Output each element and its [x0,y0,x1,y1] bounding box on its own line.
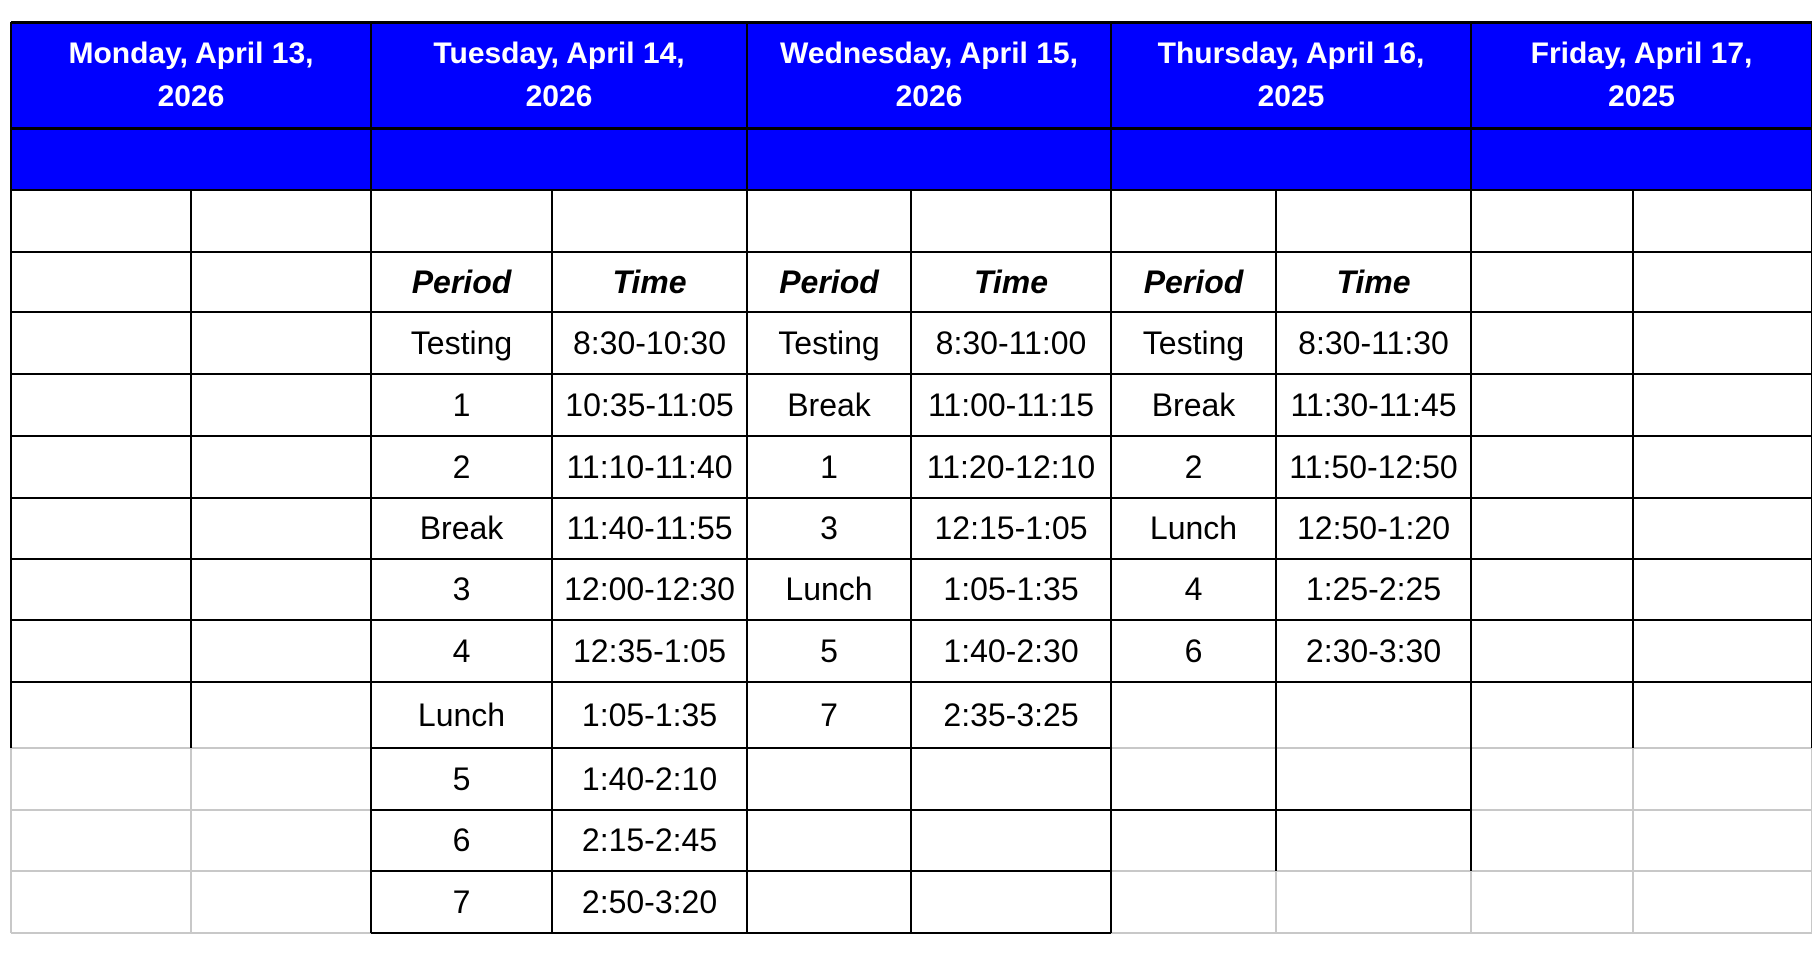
period-cell[interactable]: Lunch [785,571,873,607]
grid-vline [1632,190,1634,748]
time-cell[interactable]: 1:40-2:10 [581,760,718,797]
time-cell[interactable]: 10:35-11:05 [565,386,734,423]
day-header-date: Friday, April 17, [1530,37,1753,70]
grid-hline [1111,870,1471,872]
period-header-thursday[interactable]: Period [1143,263,1244,300]
time-cell[interactable]: 11:20-12:10 [926,448,1096,485]
day-header-wednesday[interactable] [747,22,1111,128]
period-cell[interactable]: Testing [1142,324,1245,361]
grid-vline [10,190,12,748]
period-cell[interactable]: 3 [820,510,838,546]
time-cell[interactable]: 1:05-1:35 [581,696,718,733]
period-cell[interactable]: 6 [452,822,471,858]
time-cell[interactable]: 8:30-10:30 [572,324,726,361]
time-cell[interactable]: 8:30-11:00 [935,324,1087,361]
day-header-year: 2026 [895,80,963,113]
day-header-date: Thursday, April 16, [1157,37,1425,70]
period-cell[interactable]: Break [787,386,871,423]
time-header-thursday[interactable]: Time [1336,263,1411,300]
day-header-monday[interactable] [11,22,371,128]
period-cell[interactable]: Break [1151,386,1236,423]
period-cell[interactable]: 1 [452,386,471,423]
period-cell[interactable]: Testing [410,324,513,361]
period-cell[interactable]: Lunch [417,696,506,733]
time-cell[interactable]: 8:30-11:30 [1298,324,1449,361]
grid-vline [190,748,192,933]
grid-hline [1471,932,1812,934]
day-header-date: Monday, April 13, [68,37,314,70]
time-cell[interactable]: 1:25-2:25 [1305,571,1442,607]
period-cell[interactable]: Testing [778,324,880,361]
grid-hline [1471,809,1812,811]
period-cell[interactable]: 4 [1184,571,1203,607]
period-header-wednesday[interactable]: Period [779,263,879,300]
period-cell[interactable]: 5 [452,760,471,797]
time-cell[interactable]: 2:50-3:20 [581,883,718,920]
grid-vline [10,748,12,933]
grid-vline [1110,748,1112,933]
day-header-friday[interactable] [1471,22,1812,128]
time-header-wednesday[interactable]: Time [973,263,1049,300]
period-cell[interactable]: 2 [452,448,471,485]
period-header-tuesday[interactable]: Period [411,263,512,300]
period-cell[interactable]: 1 [820,448,838,485]
grid-hline [1111,747,1471,749]
grid-hline [1111,809,1471,811]
grid-hline [1471,870,1812,872]
time-cell[interactable]: 2:35-3:25 [943,696,1079,733]
time-cell[interactable]: 1:05-1:35 [943,571,1079,607]
period-cell[interactable]: 6 [1184,632,1203,669]
time-cell[interactable]: 12:50-1:20 [1296,510,1450,546]
grid-hline [1111,932,1471,934]
period-cell[interactable]: 3 [452,571,471,607]
day-header-year: 2025 [1257,80,1325,113]
time-cell[interactable]: 11:30-11:45 [1290,386,1457,423]
day-header-date: Tuesday, April 14, [433,37,685,70]
time-cell[interactable]: 1:40-2:30 [943,632,1079,669]
grid-hline [1471,747,1812,749]
period-cell[interactable]: 7 [452,883,471,920]
time-cell[interactable]: 12:35-1:05 [572,632,726,669]
grid-vline [190,190,192,748]
day-header-year: 2026 [525,80,593,113]
day-header-year: 2026 [157,80,225,113]
day-header-thursday[interactable] [1111,22,1471,128]
period-cell[interactable]: Lunch [1149,510,1238,546]
day-header-year: 2025 [1608,80,1675,113]
time-header-tuesday[interactable]: Time [612,263,687,300]
period-cell[interactable]: Break [419,510,504,546]
time-cell[interactable]: 11:50-12:50 [1289,448,1458,485]
period-cell[interactable]: 5 [820,632,838,669]
period-cell[interactable]: 7 [820,696,838,733]
grid-vline [1470,748,1472,871]
period-cell[interactable]: 4 [452,632,471,669]
time-cell[interactable]: 11:40-11:55 [566,510,733,546]
grid-vline [910,748,912,933]
time-cell[interactable]: 11:00-11:15 [927,386,1095,423]
grid-vline [1632,748,1634,933]
time-cell[interactable]: 2:30-3:30 [1305,632,1442,669]
time-cell[interactable]: 12:00-12:30 [564,571,735,607]
time-cell[interactable]: 11:10-11:40 [566,448,733,485]
day-header-date: Wednesday, April 15, [780,37,1078,70]
time-cell[interactable]: 12:15-1:05 [934,510,1088,546]
time-cell[interactable]: 2:15-2:45 [581,822,718,858]
period-cell[interactable]: 2 [1184,448,1203,485]
grid-vline [1275,748,1277,871]
day-header-tuesday[interactable] [371,22,747,128]
